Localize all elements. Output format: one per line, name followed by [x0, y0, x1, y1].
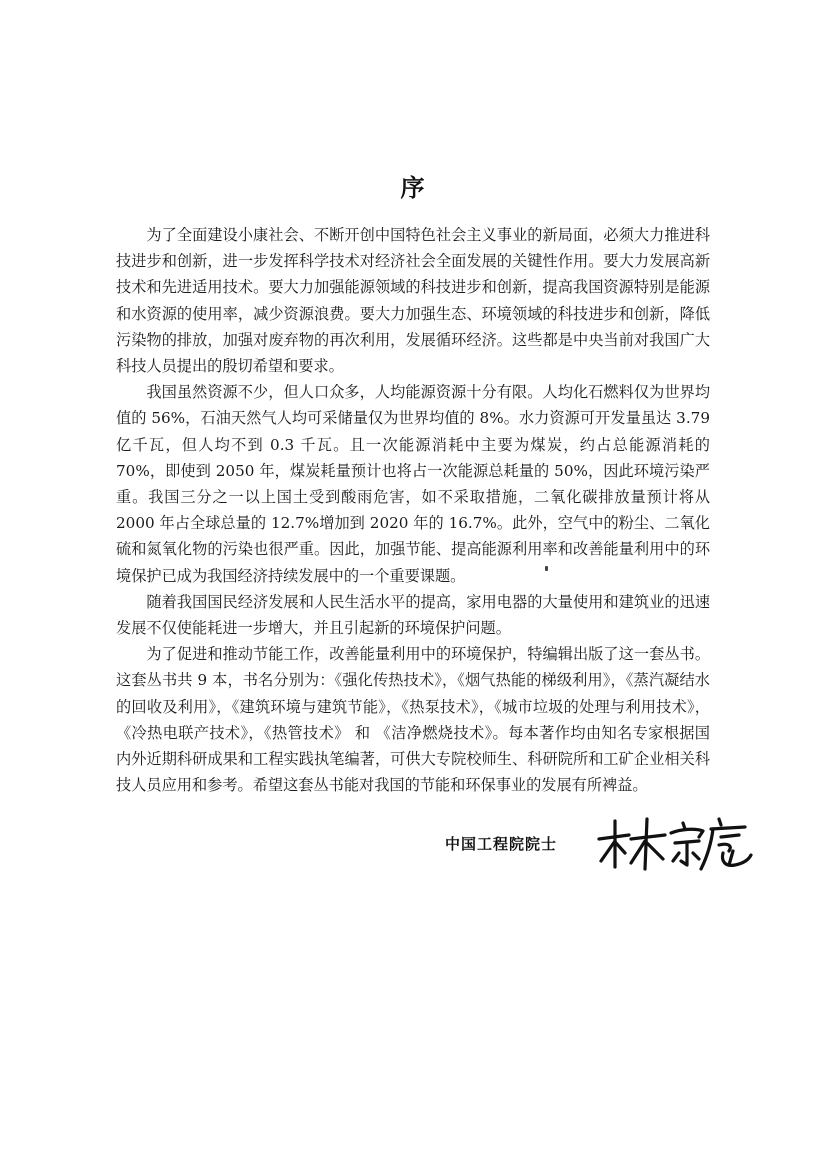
paragraph-3: 随着我国国民经济发展和人民生活水平的提高，家用电器的大量使用和建筑业的迅速发展不仅使能耗进一步增大，并且引起新的环境保护问题。: [116, 592, 710, 638]
handwritten-signature: [595, 815, 755, 873]
scan-speck: [545, 566, 548, 571]
page-title: 序: [400, 173, 427, 202]
paragraph-2: 我国虽然资源不少，但人口众多，人均能源资源十分有限。人均化石燃料仅为世界均值的 56%，石油天然气人均可采储量仅为世界均值的 8%。水力资源可开发量虽达 3.79 亿千瓦，但人均不到 0.3 千瓦。且一次能源消耗中主要为煤炭，约占总能源消耗的 70%，即使到 2050 年，煤炭耗量预计也将占一次能源总耗量的 50%，因此环境污染严重。我国三分之一以上国土受到酸雨危害，如不采取措施，二氧化碳排放量预计将从 2000 年占全球总量的 12.7%增加到 2020 年的 16.7%。此外，空气中的粉尘、二氧化硫和氮氧化物的污染也很严重。因此，加强节能、提高能源利用率和改善能量利用中的环境保护已成为我国经济持续发展中的一个重要课题。: [116, 383, 710, 585]
paragraph-1: 为了全面建设小康社会、不断开创中国特色社会主义事业的新局面，必须大力推进科技进步和创新，进一步发挥科学技术对经济社会全面发展的关键性作用。要大力发展高新技术和先进适用技术。要大力加强能源领域的科技进步和创新，提高我国资源特别是能源和水资源的使用率，减少资源浪费。要大力加强生态、环境领域的科技进步和创新，降低污染物的排放，加强对废弃物的再次利用，发展循环经济。这些都是中央当前对我国广大科技人员提出的殷切希望和要求。: [116, 226, 710, 376]
paragraph-4: 为了促进和推动节能工作，改善能量利用中的环境保护，特编辑出版了这一套丛书。这套丛书共 9 本，书名分别为：《强化传热技术》，《烟气热能的梯级利用》，《蒸汽凝结水的回收及利用》，《建筑环境与建筑节能》，《热泵技术》，《城市垃圾的处理与利用技术》，《冷热电联产技术》，《热管技术》 和 《洁净燃烧技术》。每本著作均由知名专家根据国内外近期科研成果和工程实践执笔编著，可供大专院校师生、科研院所和工矿企业相关科技人员应用和参考。希望这套丛书能对我国的节能和环保事业的发展有所裨益。: [116, 645, 710, 795]
author-affiliation: 中国工程院院士: [445, 835, 558, 853]
preface-body: [116, 222, 710, 798]
signature-block: [445, 815, 765, 875]
